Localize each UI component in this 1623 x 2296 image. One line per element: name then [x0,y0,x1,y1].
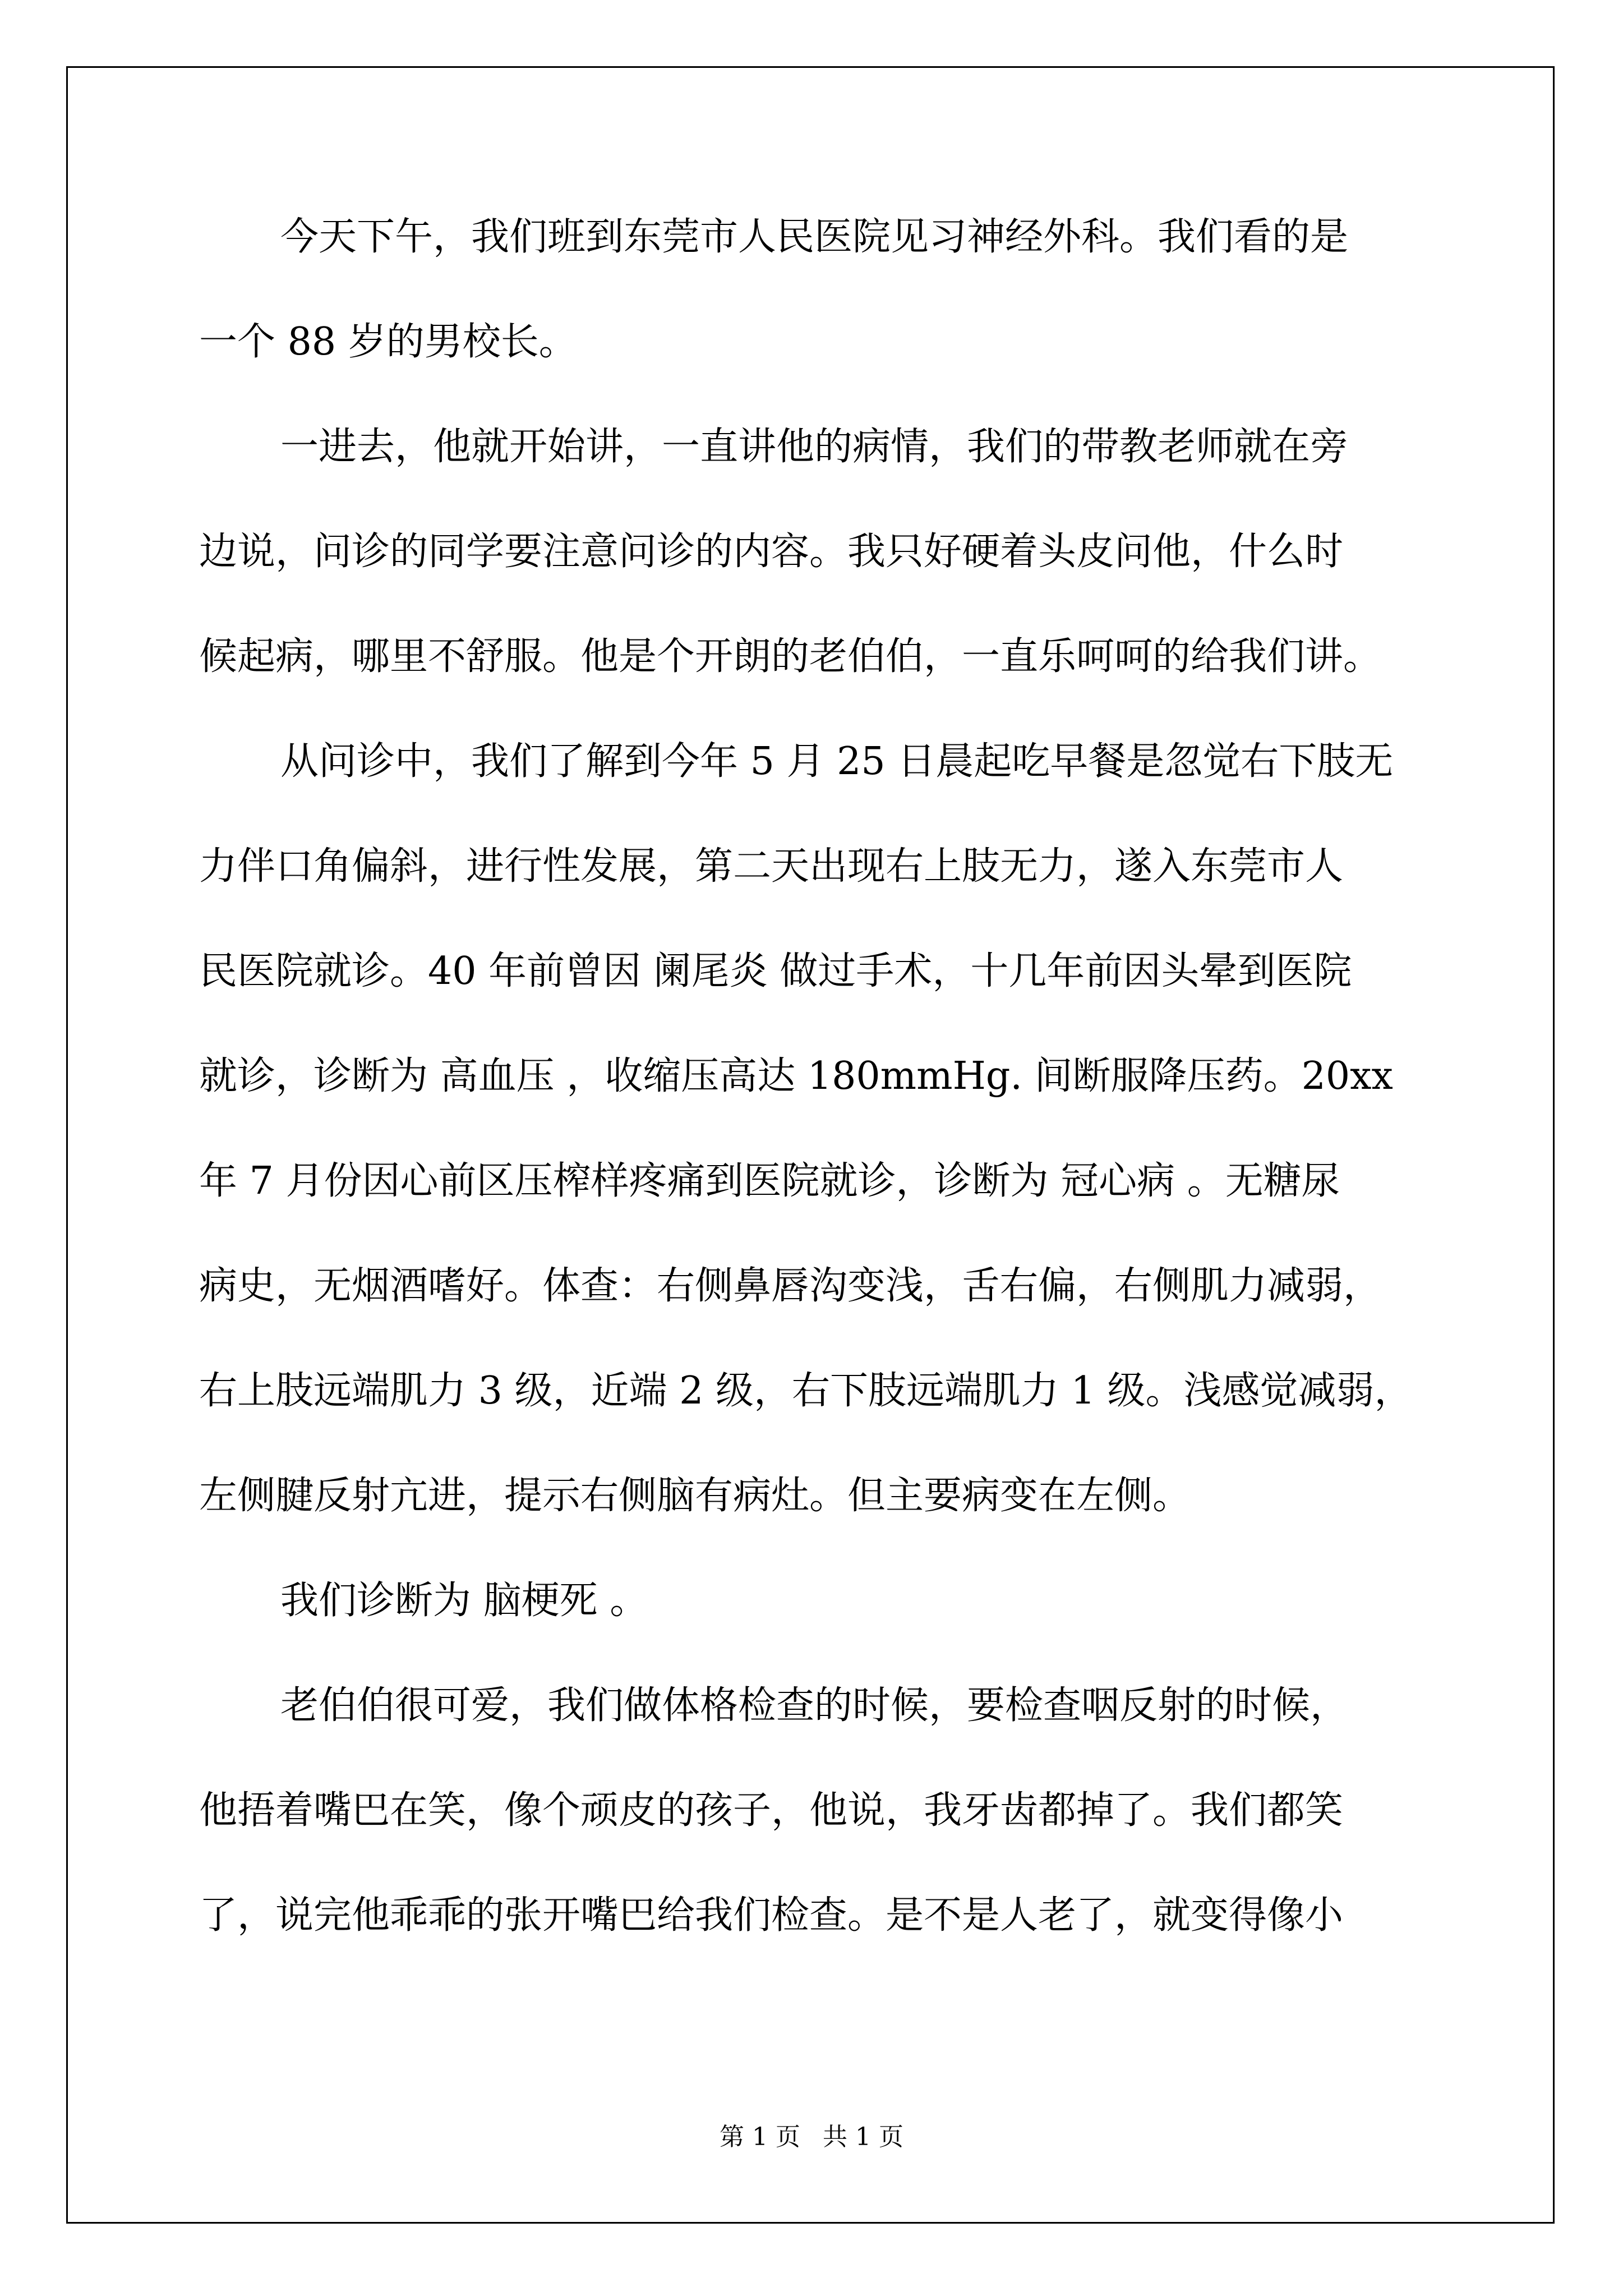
text-line: 一个 88 岁的男校长。 [199,320,577,364]
text-line: 老伯伯很可爱，我们做体格检查的时候，要检查咽反射的时候， [280,1683,1349,1728]
text-line: 了，说完他乖乖的张开嘴巴给我们检查。是不是人老了，就变得像小 [199,1893,1344,1938]
page-footer [0,2120,1623,2154]
text-line: 力伴口角偏斜，进行性发展，第二天出现右上肢无力，遂入东莞市人 [199,844,1344,889]
text-line: 候起病，哪里不舒服。他是个开朗的老伯伯，一直乐呵呵的给我们讲。 [199,634,1382,679]
text-line: 就诊，诊断为 高血压 ，收缩压高达 180mmHg. 间断服降压药。20xx [199,1054,1393,1098]
page-total: 共 1 页 [823,2123,903,2151]
text-line: 民医院就诊。40 年前曾因 阑尾炎 做过手术，十几年前因头晕到医院 [199,949,1352,993]
text-line: 今天下午，我们班到东莞市人民医院见习神经外科。我们看的是 [280,215,1349,259]
text-line: 一进去，他就开始讲，一直讲他的病情，我们的带教老师就在旁 [280,425,1349,469]
text-line: 边说，问诊的同学要注意问诊的内容。我只好硬着头皮问他，什么时 [199,530,1344,574]
text-line: 年 7 月份因心前区压榨样疼痛到医院就诊，诊断为 冠心病 。无糖尿 [199,1159,1340,1203]
text-line: 从问诊中，我们了解到今年 5 月 25 日晨起吃早餐是忽觉右下肢无 [280,739,1394,784]
text-line: 病史，无烟酒嗜好。体查：右侧鼻唇沟变浅，舌右偏，右侧肌力减弱， [199,1264,1382,1308]
text-line: 左侧腱反射亢进，提示右侧脑有病灶。但主要病变在左侧。 [199,1474,1191,1518]
text-line: 右上肢远端肌力 3 级，近端 2 级，右下肢远端肌力 1 级。浅感觉减弱， [199,1369,1413,1413]
page-number: 第 1 页 [720,2123,800,2151]
text-line: 我们诊断为 脑梗死 。 [280,1579,648,1623]
text-line: 他捂着嘴巴在笑，像个顽皮的孩子，他说，我牙齿都掉了。我们都笑 [199,1788,1344,1833]
